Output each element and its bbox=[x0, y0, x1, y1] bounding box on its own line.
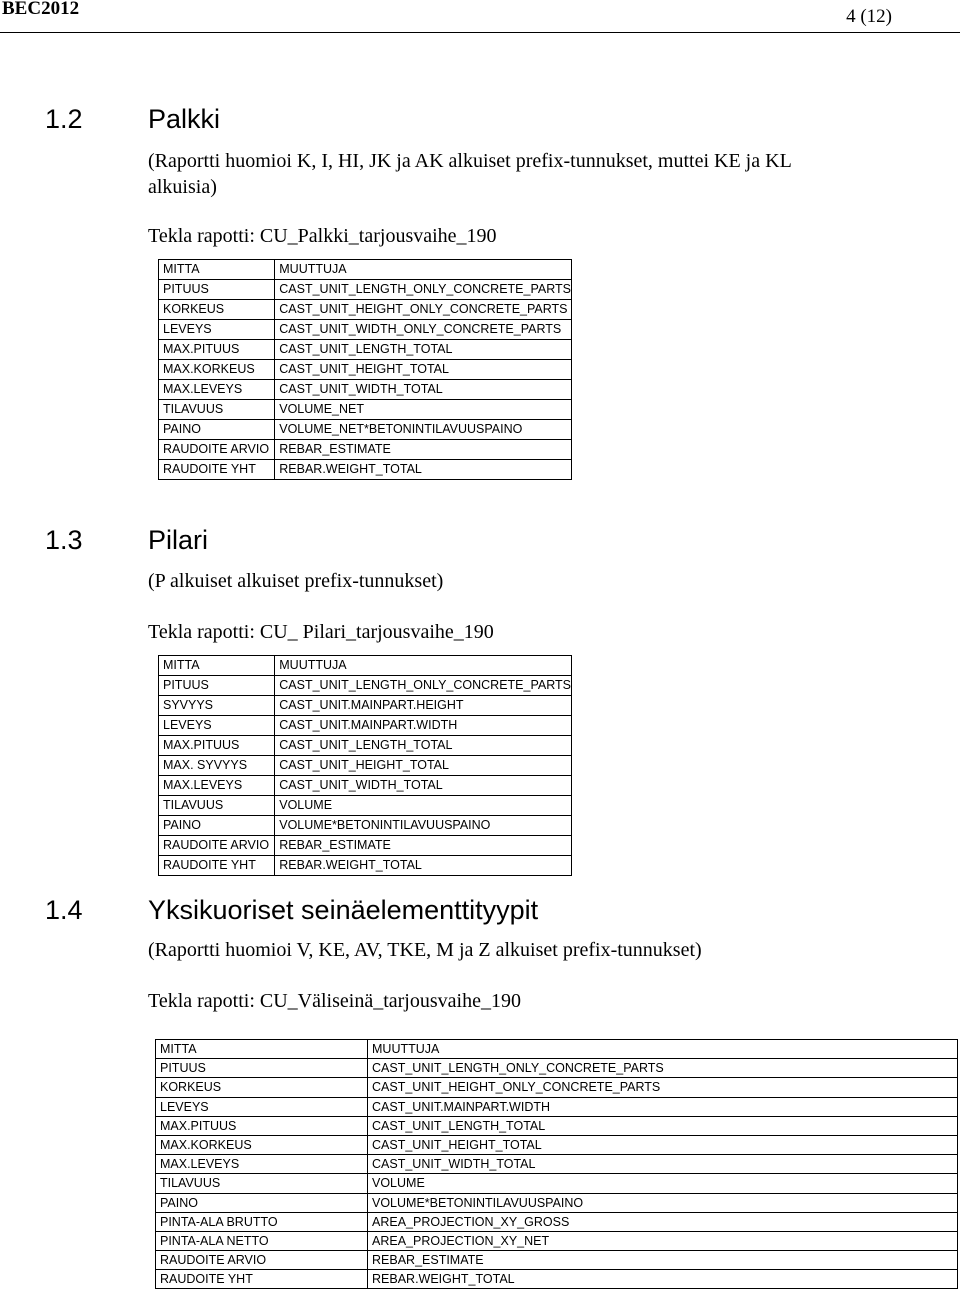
variable-cell: CAST_UNIT_LENGTH_TOTAL bbox=[368, 1116, 958, 1135]
table-row bbox=[156, 1097, 958, 1116]
measure-cell: TILAVUUS bbox=[159, 796, 275, 816]
table-row bbox=[159, 676, 572, 696]
measure-cell: MAX.PITUUS bbox=[159, 340, 275, 360]
table-row bbox=[159, 696, 572, 716]
variable-cell: REBAR.WEIGHT_TOTAL bbox=[275, 460, 572, 480]
table-header-row bbox=[159, 656, 572, 676]
variable-cell: CAST_UNIT.MAINPART.HEIGHT bbox=[275, 696, 572, 716]
table-row bbox=[156, 1155, 958, 1174]
table-row bbox=[159, 360, 572, 380]
section-note bbox=[148, 148, 908, 200]
variable-cell: VOLUME_NET bbox=[275, 400, 572, 420]
header-divider bbox=[0, 32, 960, 33]
table-row bbox=[156, 1059, 958, 1078]
section-title: Palkki bbox=[148, 104, 221, 134]
table-header-row bbox=[159, 260, 572, 280]
section-number: 1.2 bbox=[45, 104, 83, 134]
variable-cell: REBAR.WEIGHT_TOTAL bbox=[368, 1270, 958, 1289]
measure-cell: KORKEUS bbox=[156, 1078, 368, 1097]
measure-cell: TILAVUUS bbox=[156, 1174, 368, 1193]
variable-cell: CAST_UNIT_LENGTH_ONLY_CONCRETE_PARTS bbox=[368, 1059, 958, 1078]
measure-cell: PAINO bbox=[156, 1193, 368, 1212]
table-row bbox=[159, 836, 572, 856]
measure-cell: KORKEUS bbox=[159, 300, 275, 320]
variable-cell: REBAR_ESTIMATE bbox=[368, 1251, 958, 1270]
table-row bbox=[159, 716, 572, 736]
measure-cell: MITTA bbox=[159, 260, 275, 280]
table-row bbox=[156, 1174, 958, 1193]
measure-cell: RAUDOITE YHT bbox=[156, 1270, 368, 1289]
variable-cell: CAST_UNIT_HEIGHT_ONLY_CONCRETE_PARTS bbox=[275, 300, 572, 320]
variable-cell: CAST_UNIT_LENGTH_ONLY_CONCRETE_PARTS bbox=[275, 676, 572, 696]
variable-cell: CAST_UNIT_HEIGHT_TOTAL bbox=[275, 756, 572, 776]
variable-cell: AREA_PROJECTION_XY_NET bbox=[368, 1231, 958, 1250]
variable-cell: AREA_PROJECTION_XY_GROSS bbox=[368, 1212, 958, 1231]
measure-cell: MITTA bbox=[156, 1040, 368, 1059]
table-row bbox=[159, 420, 572, 440]
variable-cell: MUUTTUJA bbox=[275, 260, 572, 280]
table-row bbox=[159, 340, 572, 360]
variable-table bbox=[155, 1039, 958, 1289]
measure-cell: MAX.LEVEYS bbox=[156, 1155, 368, 1174]
measure-cell: RAUDOITE ARVIO bbox=[156, 1251, 368, 1270]
measure-cell: LEVEYS bbox=[159, 716, 275, 736]
measure-cell: RAUDOITE YHT bbox=[159, 856, 275, 876]
report-name: Tekla rapotti: CU_ Pilari_tarjousvaihe_190 bbox=[148, 621, 494, 643]
table-row bbox=[156, 1270, 958, 1289]
measure-cell: MAX.KORKEUS bbox=[159, 360, 275, 380]
document-code: BEC2012 bbox=[2, 0, 80, 19]
measure-cell: RAUDOITE YHT bbox=[159, 460, 275, 480]
variable-cell: VOLUME*BETONINTILAVUUSPAINO bbox=[275, 816, 572, 836]
section-number: 1.4 bbox=[45, 895, 83, 925]
section-note bbox=[148, 937, 908, 963]
variable-cell: CAST_UNIT_HEIGHT_TOTAL bbox=[275, 360, 572, 380]
variable-cell: REBAR.WEIGHT_TOTAL bbox=[275, 856, 572, 876]
measure-cell: PITUUS bbox=[156, 1059, 368, 1078]
variable-cell: REBAR_ESTIMATE bbox=[275, 440, 572, 460]
table-row bbox=[156, 1212, 958, 1231]
variable-cell: CAST_UNIT_WIDTH_TOTAL bbox=[275, 776, 572, 796]
measure-cell: LEVEYS bbox=[156, 1097, 368, 1116]
measure-cell: MAX.PITUUS bbox=[159, 736, 275, 756]
variable-cell: VOLUME*BETONINTILAVUUSPAINO bbox=[368, 1193, 958, 1212]
variable-cell: VOLUME bbox=[368, 1174, 958, 1193]
measure-cell: MAX.PITUUS bbox=[156, 1116, 368, 1135]
variable-cell: CAST_UNIT_WIDTH_TOTAL bbox=[275, 380, 572, 400]
variable-cell: CAST_UNIT_WIDTH_ONLY_CONCRETE_PARTS bbox=[275, 320, 572, 340]
page-number: 4 (12) bbox=[846, 6, 892, 27]
variable-cell: VOLUME bbox=[275, 796, 572, 816]
measure-cell: PITUUS bbox=[159, 676, 275, 696]
note-line: (P alkuiset alkuiset prefix-tunnukset) bbox=[148, 570, 444, 592]
measure-cell: MAX. SYVYYS bbox=[159, 756, 275, 776]
variable-cell: CAST_UNIT_HEIGHT_ONLY_CONCRETE_PARTS bbox=[368, 1078, 958, 1097]
measure-cell: MAX.LEVEYS bbox=[159, 380, 275, 400]
measure-cell: PAINO bbox=[159, 420, 275, 440]
table-row bbox=[159, 736, 572, 756]
note-line: (Raportti huomioi K, I, HI, JK ja AK alkuiset prefix-tunnukset, muttei KE ja KL bbox=[148, 150, 792, 172]
measure-cell: PINTA-ALA NETTO bbox=[156, 1231, 368, 1250]
variable-cell: CAST_UNIT_LENGTH_ONLY_CONCRETE_PARTS bbox=[275, 280, 572, 300]
table-row bbox=[159, 776, 572, 796]
measure-cell: MAX.KORKEUS bbox=[156, 1135, 368, 1154]
measure-cell: TILAVUUS bbox=[159, 400, 275, 420]
measure-cell: PINTA-ALA BRUTTO bbox=[156, 1212, 368, 1231]
note-line: (Raportti huomioi V, KE, AV, TKE, M ja Z alkuiset prefix-tunnukset) bbox=[148, 939, 702, 961]
measure-cell: PAINO bbox=[159, 816, 275, 836]
section-title: Pilari bbox=[148, 525, 209, 555]
table-row bbox=[159, 400, 572, 420]
report-name: Tekla rapotti: CU_Palkki_tarjousvaihe_190 bbox=[148, 225, 497, 247]
variable-cell: CAST_UNIT_WIDTH_TOTAL bbox=[368, 1155, 958, 1174]
variable-cell: CAST_UNIT_HEIGHT_TOTAL bbox=[368, 1135, 958, 1154]
table-row bbox=[159, 460, 572, 480]
variable-cell: CAST_UNIT_LENGTH_TOTAL bbox=[275, 340, 572, 360]
report-name: Tekla rapotti: CU_Väliseinä_tarjousvaihe_190 bbox=[148, 990, 521, 1012]
table-row bbox=[159, 816, 572, 836]
table-row bbox=[156, 1251, 958, 1270]
measure-cell: PITUUS bbox=[159, 280, 275, 300]
measure-cell: MAX.LEVEYS bbox=[159, 776, 275, 796]
variable-cell: CAST_UNIT.MAINPART.WIDTH bbox=[368, 1097, 958, 1116]
variable-cell: REBAR_ESTIMATE bbox=[275, 836, 572, 856]
table-row bbox=[159, 756, 572, 776]
table-row bbox=[156, 1135, 958, 1154]
table-row bbox=[159, 440, 572, 460]
section-number: 1.3 bbox=[45, 525, 83, 555]
table-header-row bbox=[156, 1040, 958, 1059]
variable-cell: VOLUME_NET*BETONINTILAVUUSPAINO bbox=[275, 420, 572, 440]
variable-table bbox=[158, 655, 572, 876]
table-row bbox=[159, 856, 572, 876]
variable-table bbox=[158, 259, 572, 480]
table-row bbox=[156, 1078, 958, 1097]
measure-cell: RAUDOITE ARVIO bbox=[159, 440, 275, 460]
measure-cell: RAUDOITE ARVIO bbox=[159, 836, 275, 856]
variable-cell: MUUTTUJA bbox=[275, 656, 572, 676]
table-row bbox=[159, 280, 572, 300]
variable-cell: CAST_UNIT.MAINPART.WIDTH bbox=[275, 716, 572, 736]
measure-cell: MITTA bbox=[159, 656, 275, 676]
table-row bbox=[159, 796, 572, 816]
section-note bbox=[148, 568, 908, 594]
measure-cell: LEVEYS bbox=[159, 320, 275, 340]
variable-cell: CAST_UNIT_LENGTH_TOTAL bbox=[275, 736, 572, 756]
section-title: Yksikuoriset seinäelementtityypit bbox=[148, 895, 539, 925]
table-row bbox=[159, 320, 572, 340]
table-row bbox=[159, 300, 572, 320]
table-row bbox=[159, 380, 572, 400]
measure-cell: SYVYYS bbox=[159, 696, 275, 716]
variable-cell: MUUTTUJA bbox=[368, 1040, 958, 1059]
note-line: alkuisia) bbox=[148, 176, 217, 198]
table-row bbox=[156, 1231, 958, 1250]
table-row bbox=[156, 1116, 958, 1135]
table-row bbox=[156, 1193, 958, 1212]
